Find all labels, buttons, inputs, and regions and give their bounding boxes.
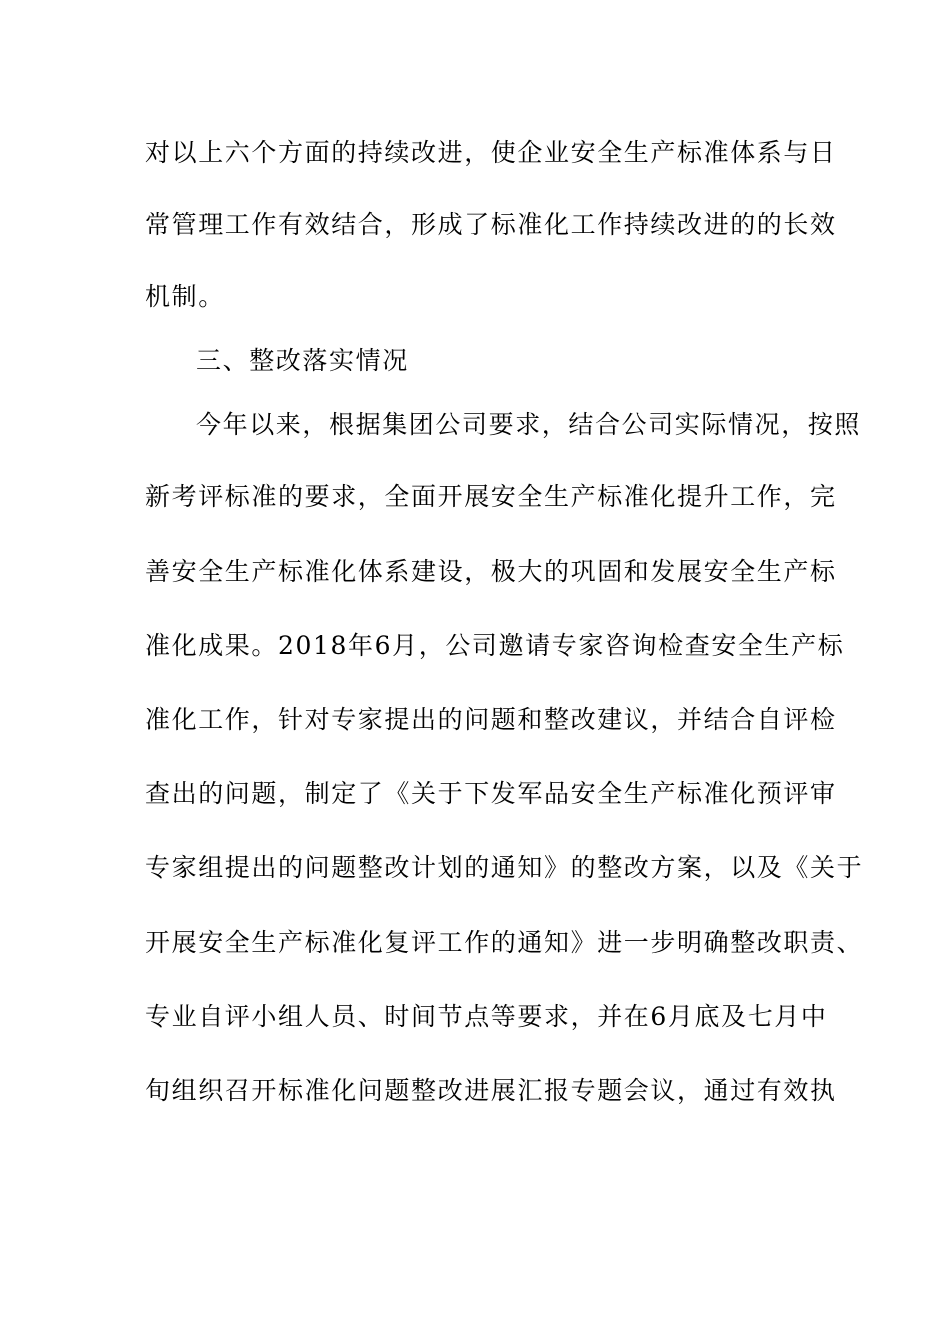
paragraph-line: 新考评标准的要求，全面开展安全生产标准化提升工作，完 [145,482,837,511]
paragraph-line: 常管理工作有效结合，形成了标准化工作持续改进的的长效 [145,210,837,239]
paragraph-line: 准化成果。2018年6月，公司邀请专家咨询检查安全生产标 [145,631,845,660]
paragraph-line: 专业自评小组人员、时间节点等要求，并在6月底及七月中 [145,1002,828,1031]
paragraph-line: 专家组提出的问题整改计划的通知》的整改方案，以及《关于 [145,853,864,882]
paragraph-line: 机制。 [145,282,225,311]
paragraph-line: 开展安全生产标准化复评工作的通知》进一步明确整改职责、 [145,928,864,957]
section-heading: 三、整改落实情况 [196,346,409,375]
paragraph-line: 今年以来，根据集团公司要求，结合公司实际情况，按照 [196,410,862,439]
paragraph-line: 善安全生产标准化体系建设，极大的巩固和发展安全生产标 [145,557,837,586]
paragraph-line: 旬组织召开标准化问题整改进展汇报专题会议，通过有效执 [145,1076,837,1105]
paragraph-line: 对以上六个方面的持续改进，使企业安全生产标准体系与日 [145,138,837,167]
paragraph-line: 查出的问题，制定了《关于下发军品安全生产标准化预评审 [145,779,837,808]
paragraph-line: 准化工作，针对专家提出的问题和整改建议，并结合自评检 [145,705,837,734]
